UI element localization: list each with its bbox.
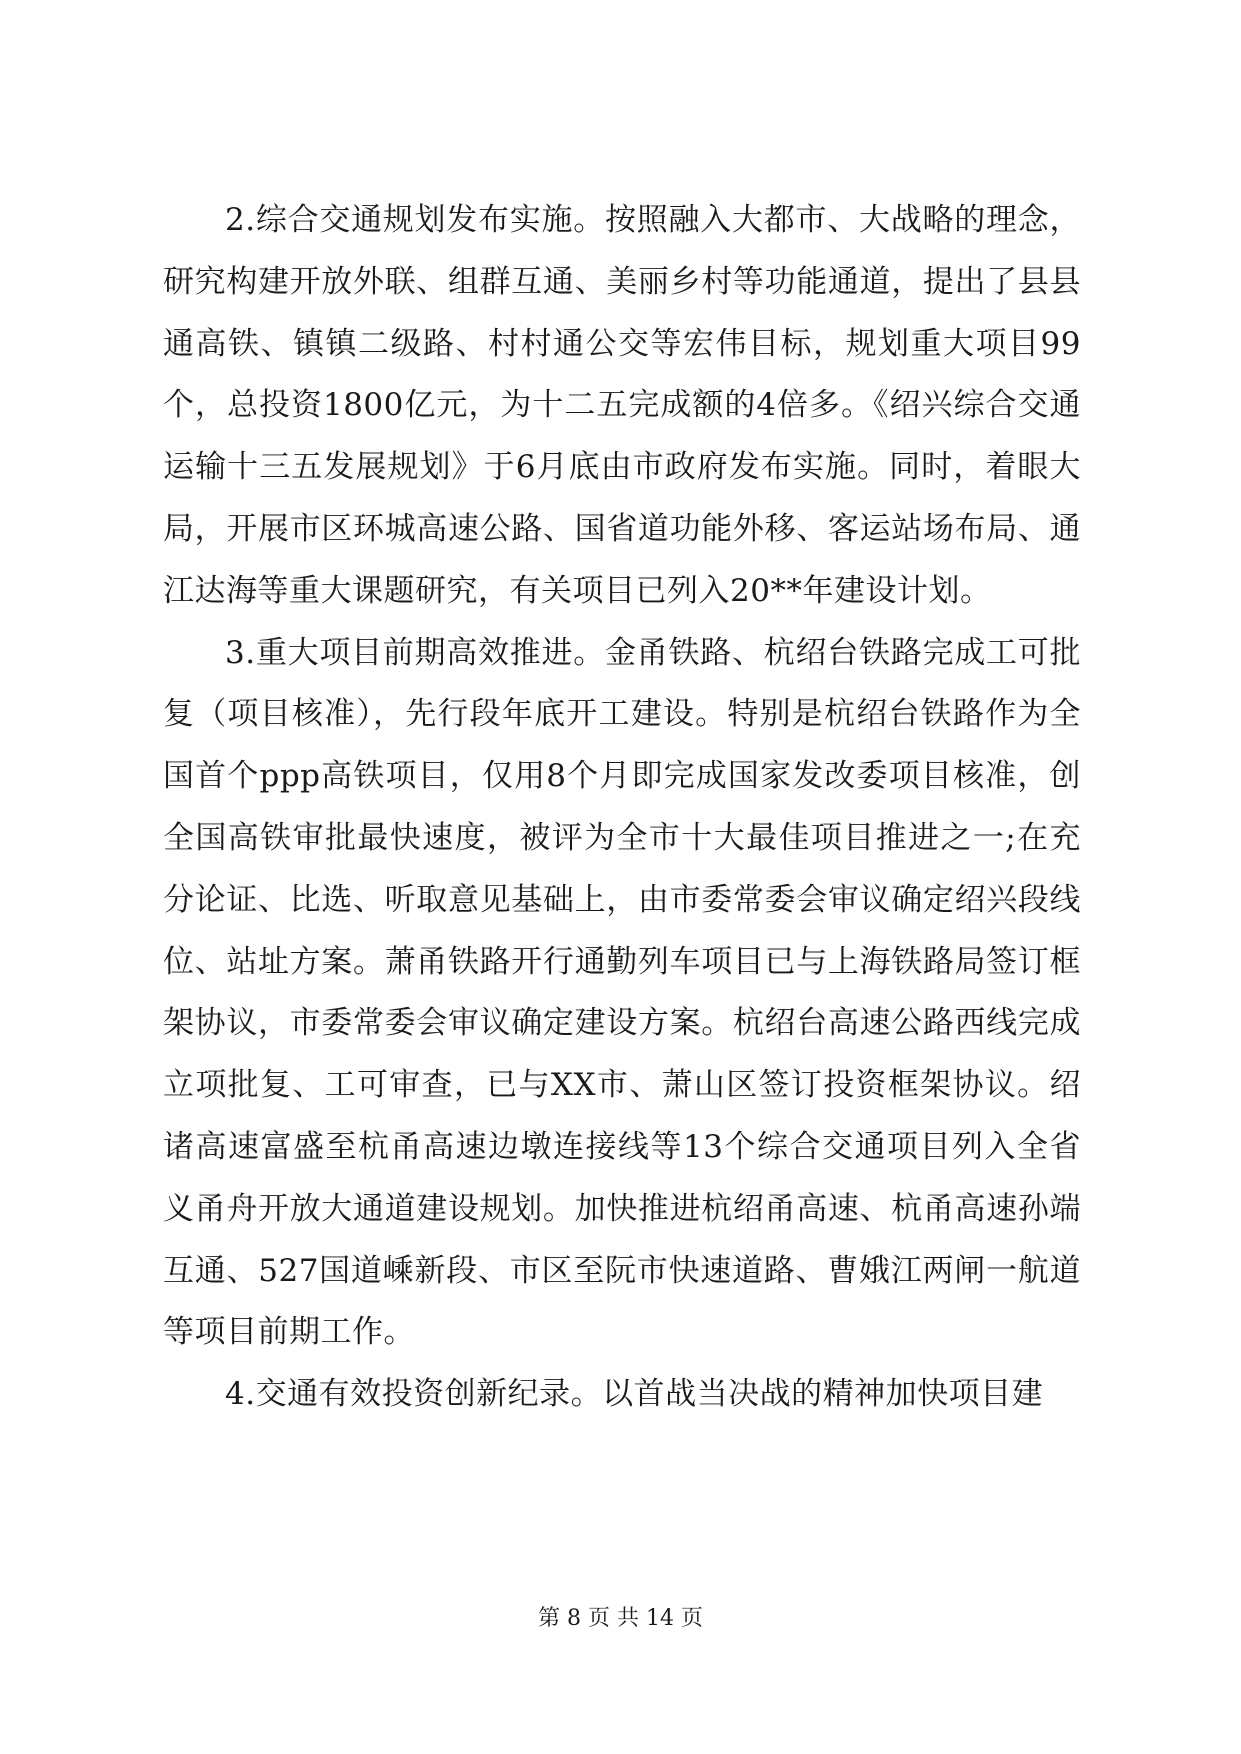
body-text xyxy=(163,190,1081,1426)
paragraph-major-projects: 3.重大项目前期高效推进。金甬铁路、杭绍台铁路完成工可批复（项目核准），先行段年底开工建设。特别是杭绍台铁路作为全国首个ppp高铁项目，仅用8个月即完成国家发改委项目核准，创全国高铁审批最快速度，被评为全市十大最佳项目推进之一;在充分论证、比选、听取意见基础上，由市委常委会审议确定绍兴段线位、站址方案。萧甬铁路开行通勤列车项目已与上海铁路局签订框架协议，市委常委会审议确定建设方案。杭绍台高速公路西线完成立项批复、工可审查，已与XX市、萧山区签订投资框架协议。绍诸高速富盛至杭甬高速边墩连接线等13个综合交通项目列入全省义甬舟开放大通道建设规划。加快推进杭绍甬高速、杭甬高速孙端互通、527国道嵊新段、市区至阮市快速道路、曹娥江两闸一航道等项目前期工作。 xyxy=(163,634,1081,1351)
page-footer: 第 8 页 共 14 页 xyxy=(538,1606,703,1631)
paragraph-investment: 4.交通有效投资创新纪录。以首战当决战的精神加快项目建 xyxy=(225,1376,1044,1413)
paragraph-planning: 2.综合交通规划发布实施。按照融入大都市、大战略的理念，研究构建开放外联、组群互通、美丽乡村等功能通道，提出了县县通高铁、镇镇二级路、村村通公交等宏伟目标，规划重大项目99个，总投资1800亿元，为十二五完成额的4倍多。《绍兴综合交通运输十三五发展规划》于6月底由市政府发布实施。同时，着眼大局，开展市区环城高速公路、国省道功能外移、客运站场布局、通江达海等重大课题研究，有关项目已列入20**年建设计划。 xyxy=(163,202,1081,609)
